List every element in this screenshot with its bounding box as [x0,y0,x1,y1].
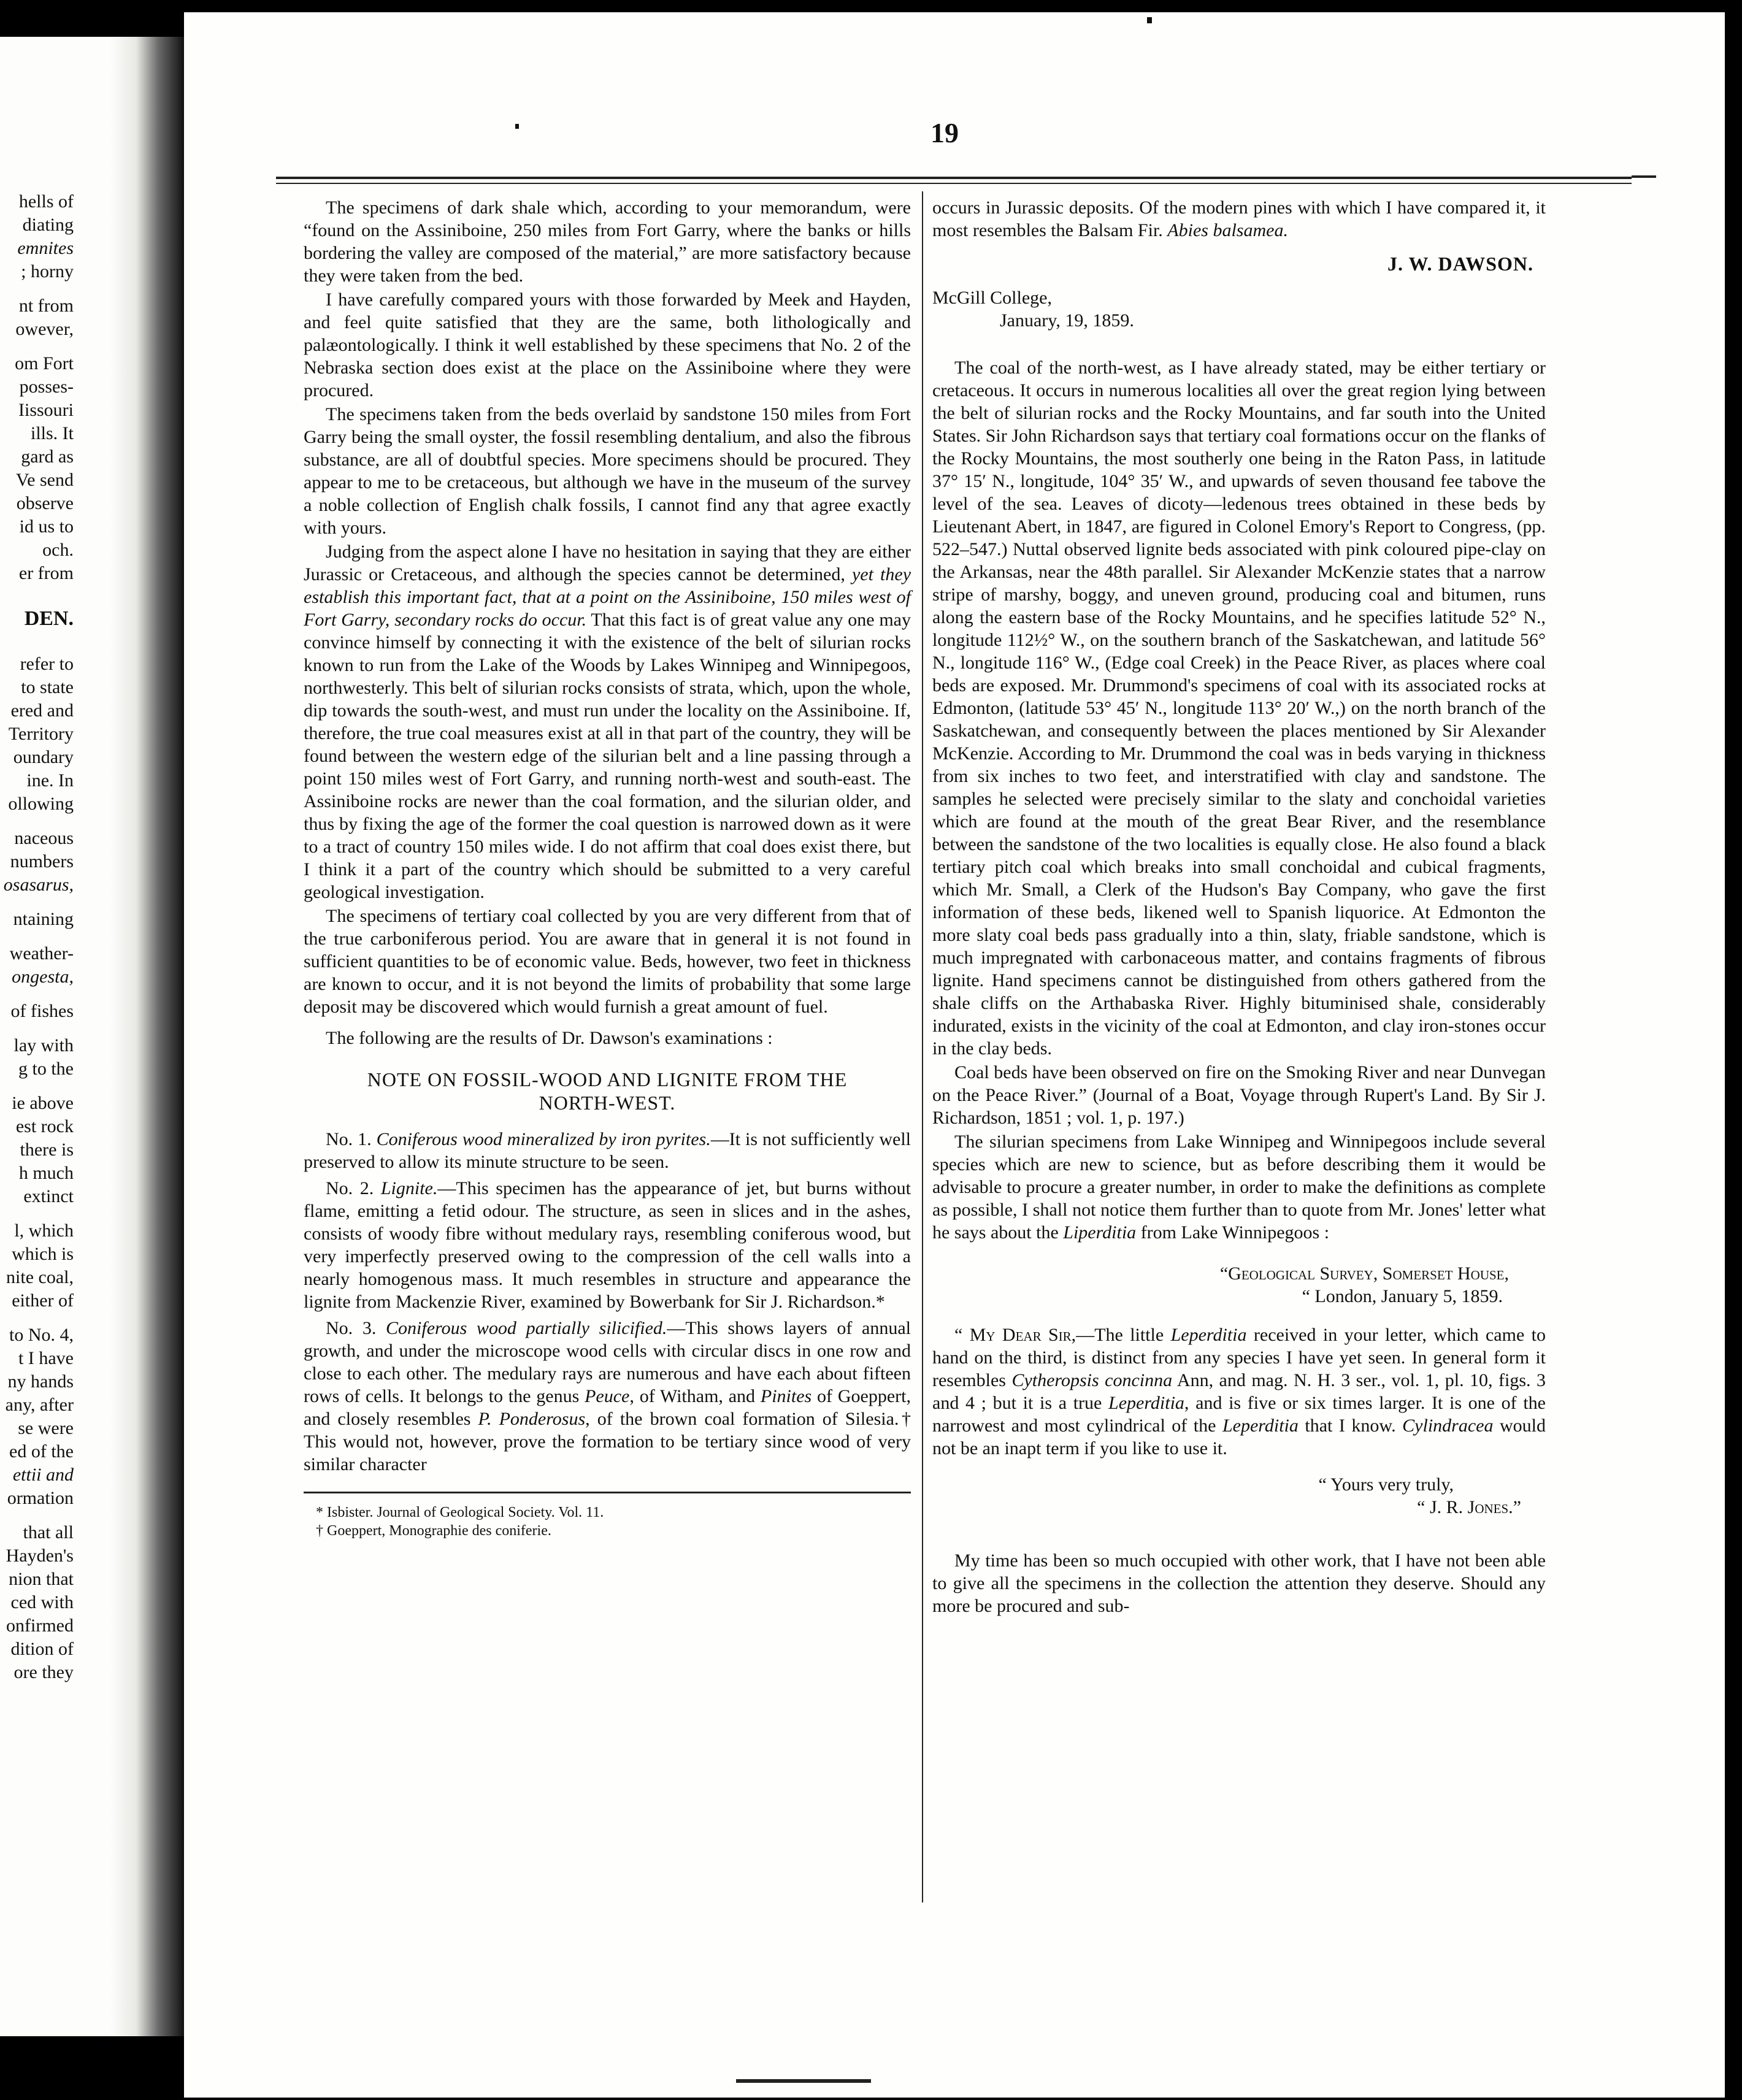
facing-page-text: Hayden's [6,1546,74,1566]
facing-page-text: id us to [19,516,74,537]
paragraph: The coal of the north-west, as I have already stated, may be either tertiary or cretaceous. It occurs in numerous localities all over the great region lying between the belt of silurian rocks and the Rocky Mountains, and far south into the United States. Sir John Richardson says that tertiary coal formations occur on the flanks of the Rocky Mountains, the most southerly one being in the Raton Pass, in latitude 37° 15′ N., longitude, 104° 35′ W., and upwards of seven thousand fee tabove the level of the sea. Leaves of dicoty—ledenous trees obtained in these beds by Lieutenant Abert, in 1847, are figured in Colonel Emory's Report to Congress, (pp. 522–547.) Nuttal observed lignite beds associated with pink coloured pipe-clay on the Arkansas, near the 48th parallel. Sir Alexander McKenzie states that a narrow stripe of marshy, boggy, and uneven ground, producing coal and bitumen, runs along the eastern base of the Rocky Mountains, and he specifies latitude 52° N., longitude 112½° W., on the southern branch of the Saskatchewan, and latitude 56° N., longitude 116° W., (Edge coal Creek) in the Peace River, as places where coal beds are exposed. Mr. Drummond's specimens of coal with its associated rocks at Edmonton, (latitude 53° 45′ N., longitude 113° 20′ W.,) on the north branch of the Saskatchewan, and consequently between the places mentioned by Sir Alexander McKenzie. According to Mr. Drummond the coal was in beds varying in thickness from six inches to two feet, and interstratified with clay and sandstone. The samples he selected were precisely similar to the slaty and conchoidal varieties which are found at the mouth of the great Bear River, and the resemblance between the sandstone of the two localities is equally close. He also found a black tertiary pitch coal which breaks into small conchoidal and cubical fragments, which Mr. Small, a Clerk of the Hudson's Bay Company, who gave the first information of these beds, likened well to Spanish liquorice. At Edmonton the more slaty coal beds pass gradually into a thin, slaty, friable sandstone, which is much impregnated with carbonaceous matter, and contains fragments of fibrous lignite. Hand specimens cannot be distinguished from others gathered from the shale cliffs on the Arthabaska River. Highly bituminised shale, considerably indurated, exists in the vicinity of the coal at Edmonton, and clay iron-stones occur in the clay beds. [932,358,1546,1059]
letter-date: “ London, January 5, 1859. [1302,1286,1503,1306]
facing-page-text: ntaining [13,909,74,929]
facing-page-text: ; horny [21,261,74,282]
facing-page-text: there is [20,1140,74,1160]
facing-page-text: hells of [18,191,74,212]
facing-page-text: to No. 4, [9,1325,74,1345]
facing-page-text: numbers [10,851,74,872]
footnote: * Isbister. Journal of Geological Society. Vol. 11. [316,1504,604,1520]
facing-page-text: ettii and [12,1465,74,1485]
right-column [932,196,1546,1619]
section-heading: NOTE ON FOSSIL-WOOD AND LIGNITE FROM THE NORTH-WEST. [367,1068,848,1114]
facing-page-text: ormation [7,1488,74,1508]
right-edge-mark [1632,175,1656,178]
facing-page-text: nion that [9,1569,74,1589]
facing-page-text: Ve send [15,470,74,490]
letter-signature: “ J. R. Jones.” [1417,1497,1521,1517]
facing-page-text: g to the [18,1059,74,1079]
paragraph: The silurian specimens from Lake Winnipeg and Winnipegoos include several species which are new to science, but as before describing them it would be advisable to procure a greater number, in order to make the definitions as complete as possible, I shall not notice them further than to quote from Mr. Jones' letter what he says about the Liperditia from Lake Winnipegoos : [932,1132,1546,1243]
paragraph: occurs in Jurassic deposits. Of the modern pines with which I have compared it, it most resembles the Balsam Fir. Abies balsamea. [932,197,1546,240]
paragraph: The specimens of dark shale which, according to your memorandum, were “found on the Assiniboine, 250 miles from Fort Garry, where the banks or hills bordering the valley are composed of the material,” are more satisfactory because they were taken from the bed. [304,197,911,286]
facing-page-text: ed of the [9,1441,74,1462]
facing-page-text: of fishes [10,1001,74,1021]
ink-speck [515,124,519,129]
facing-page-text: ollowing [8,794,74,814]
paragraph: I have carefully compared yours with those forwarded by Meek and Hayden, and feel quite satisfied that they are the same, both lithologically and palæontologically. I think it well established by these specimens that No. 2 of the Nebraska section does exist at the place on the Assiniboine where they were procured. [304,289,911,400]
dateline-place: McGill College, [932,288,1052,308]
facing-page-text: h much [18,1163,74,1183]
facing-page-text: est rock [15,1116,74,1136]
facing-page-text: which is [12,1244,74,1264]
facing-page-text: weather- [9,943,74,964]
letter-closing: “ Yours very truly, [1318,1474,1454,1495]
paragraph: The specimens taken from the beds overlaid by sandstone 150 miles from Fort Garry being the small oyster, the fossil resembling dentalium, and also the fibrous substance, are all of doubtful species. More specimens should be procured. They appear to me to be cretaceous, but although we have in the museum of the survey a noble collection of English chalk fossils, I cannot find any that agree exactly with yours. [304,404,911,538]
column-divider [922,191,923,1903]
page-number: 19 [930,117,959,148]
footnote-rule [304,1492,911,1493]
facing-page-text: observe [16,493,74,513]
facing-page-text: ine. In [26,770,74,791]
letter-heading: “Geological Survey, Somerset House, [1219,1263,1509,1284]
facing-page-text: any, after [5,1395,74,1415]
facing-page-text: extinct [23,1186,74,1206]
facing-page-text: ered and [10,700,74,721]
facing-page-text: om Fort [15,353,74,374]
facing-page-text: ore they [13,1662,74,1682]
signature: J. W. DAWSON. [1387,253,1533,275]
facing-page-text: nt from [18,296,74,316]
specimen-entry: No. 1. Coniferous wood mineralized by iron pyrites.—It is not sufficiently well preserved to allow its minute structure to be seen. [304,1129,911,1172]
facing-page-text: either of [12,1290,74,1311]
footnotes [304,1503,911,1540]
facing-page-text: och. [42,540,74,560]
facing-page-text: DEN. [24,607,74,630]
facing-page-text: gard as [21,446,74,467]
facing-page-text: refer to [20,654,74,674]
facing-page-text: Territory [8,724,74,744]
facing-page-text: oundary [13,747,74,767]
paragraph: Judging from the aspect alone I have no hesitation in saying that they are either Jurassic or Cretaceous, and although the species cannot be determined, yet they establish this important fact, that at a point on the Assiniboine, 150 miles west of Fort Garry, secondary rocks do occur. That this fact is of great value any one may convince himself by connecting it with the existence of the belt of silurian rocks known to run from the Lake of the Woods by Lakes Winnipeg and Winnipegoos, northwesterly. This belt of silurian rocks consists of strata, which, upon the whole, dip towards the south-west, and must run under the locality on the Assiniboine. If, therefore, the true coal measures exist at all in that part of the country, they will be found between the western edge of the silurian belt and a line passing through a point 150 miles west of Fort Garry, and running north-west and south-east. The Assiniboine rocks are newer than the coal formation, and the silurian older, and thus by fixing the age of the former the coal question is narrowed down as it were to a tract of country 150 miles wide. I do not affirm that coal does exist there, but I think it a part of the country which should be submitted to a very careful geological investigation. [304,542,911,902]
facing-page-text: onfirmed [6,1615,74,1636]
header-rule [276,177,1632,179]
facing-page-text: owever, [15,319,74,339]
dateline-date: January, 19, 1859. [1000,310,1134,331]
left-column [304,196,911,1540]
facing-page-text: emnites [17,238,74,258]
facing-page-text: dition of [10,1639,74,1659]
specimen-entry: No. 2. Lignite.—This specimen has the appearance of jet, but burns without flame, emitting a fetid odour. The structure, as seen in slices and in the ashes, consists of woody fibre without medulary rays, resembling coniferous wood, but very imperfectly preserved owing to the compression of the cell walls into a nearly homogenous mass. It much resembles in structure and appearance the lignite from Mackenzie River, examined by Bowerbank for Sir J. Richardson.* [304,1178,911,1312]
footnote: † Goeppert, Monographie des coniferie. [316,1523,551,1539]
ink-speck [1147,17,1152,23]
facing-page-text: er from [18,563,74,583]
facing-page-text: l, which [14,1221,74,1241]
facing-page-text: ie above [12,1093,74,1113]
paragraph: The following are the results of Dr. Dawson's examinations : [326,1028,773,1048]
facing-page-text: that all [23,1522,74,1542]
document-page [184,12,1725,2098]
facing-page-text: naceous [14,828,74,848]
paragraph: Coal beds have been observed on fire on the Smoking River and near Dunvegan on the Peace River.” (Journal of a Boat, Voyage through Rupert's Land. By Sir J. Richardson, 1851 ; vol. 1, p. 197.) [932,1062,1546,1128]
facing-page-text: lay with [13,1035,74,1056]
facing-page-text: Iissouri [18,400,74,420]
facing-page-text: se were [18,1418,74,1438]
ink-smudge [736,2079,871,2083]
paragraph: The specimens of tertiary coal collected by you are very different from that of the true carboniferous period. You are aware that in general it is not found in sufficient quantities to be of economic value. Beds, however, two feet in thickness are known to occur, and it is not beyond the limits of probability that some large deposit may be discovered which would furnish a great amount of fuel. [304,906,911,1017]
facing-page-text: nite coal, [6,1267,74,1287]
facing-page-text: posses- [19,377,74,397]
facing-page-text: ills. It [30,423,74,443]
specimen-entry: No. 3. Coniferous wood partially silicified.—This shows layers of annual growth, and under the microscope wood cells with circular discs in one row and close to each other. The medulary rays are numerous and have each about fifteen rows of cells. It belongs to the genus Peuce, of Witham, and Pinites of Goeppert, and closely resembles P. Ponderosus, of the brown coal formation of Silesia.† This would not, however, prove the formation to be tertiary since wood of very similar character [304,1318,911,1474]
facing-page-text: ced with [10,1592,74,1612]
facing-page-text: diating [22,215,74,235]
facing-page-text: ongesta, [12,967,74,987]
quoted-letter: “ My Dear Sir,—The little Leperditia received in your letter, which came to hand on the third, is distinct from any species I have yet seen. In general form it resembles Cytheropsis concinna Ann, and mag. N. H. 3 ser., vol. 1, pl. 10, figs. 3 and 4 ; but it is a true Leperditia, and is five or six times larger. It is one of the narrowest and most cylindrical of the Leperditia that I know. Cylindracea would not be an inapt term if you like to use it. [932,1325,1546,1458]
paragraph: My time has been so much occupied with other work, that I have not been able to give all the specimens in the collection the attention they deserve. Should any more be procured and sub- [932,1550,1546,1616]
page-gutter [110,37,184,2036]
facing-page-text: ny hands [7,1371,74,1392]
facing-page-text: t I have [18,1348,74,1368]
header-rule-thin [276,183,1632,184]
facing-page-text: to state [21,677,74,697]
facing-page-text: osasarus, [3,875,74,895]
